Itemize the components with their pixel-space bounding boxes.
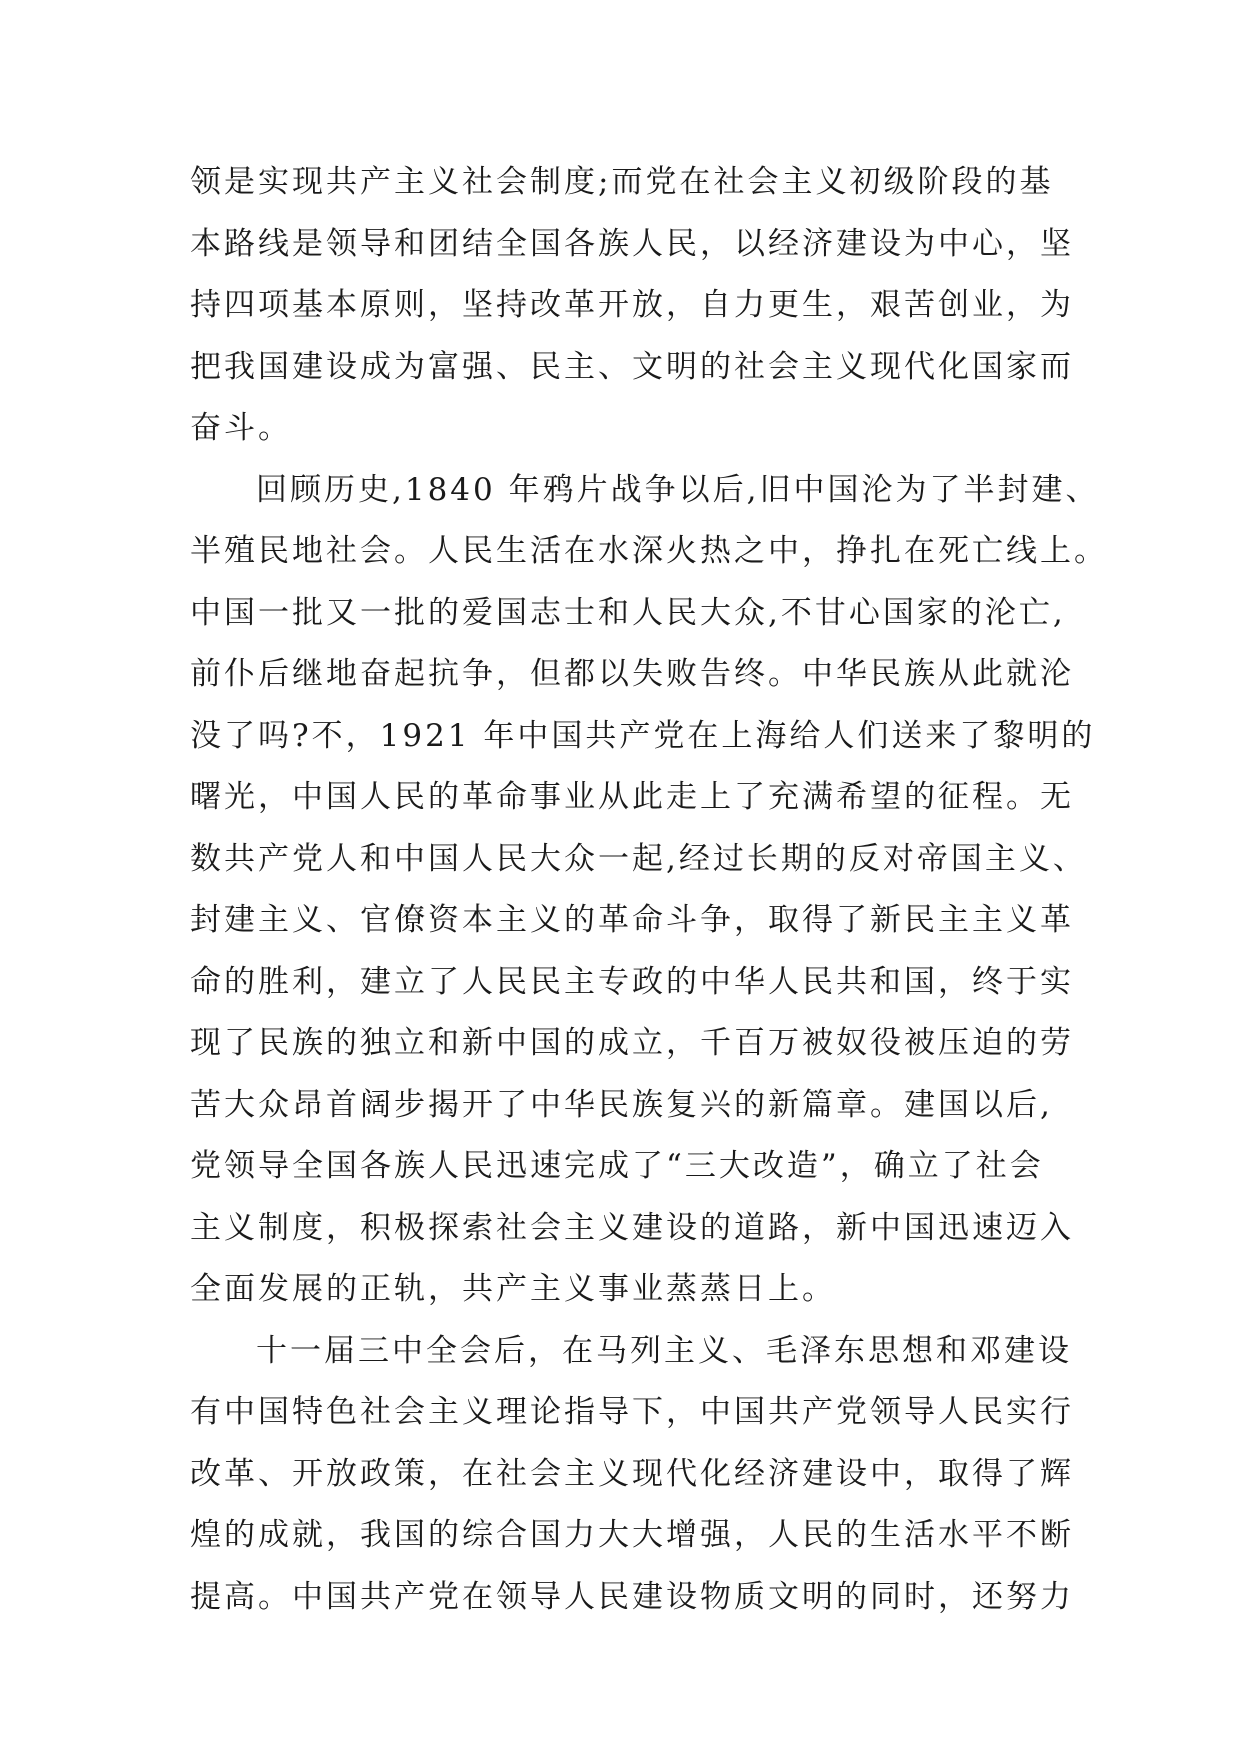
text-line: 持四项基本原则，坚持改革开放，自力更生，艰苦创业，为 bbox=[190, 287, 1074, 323]
text-line: 党领导全国各族人民迅速完成了“三大改造”，确立了社会 bbox=[190, 1148, 1044, 1184]
text-line: 奋斗。 bbox=[190, 410, 292, 446]
text-line: 改革、开放政策，在社会主义现代化经济建设中，取得了辉 bbox=[190, 1455, 1074, 1492]
text-line: 全面发展的正轨，共产主义事业蒸蒸日上。 bbox=[190, 1271, 836, 1307]
text-line: 有中国特色社会主义理论指导下，中国共产党领导人民实行 bbox=[190, 1394, 1074, 1430]
text-line: 把我国建设成为富强、民主、文明的社会主义现代化国家而 bbox=[190, 348, 1074, 385]
paragraph-start-line: 十一届三中全会后，在马列主义、毛泽东思想和邓建设 bbox=[256, 1332, 1072, 1369]
text-line: 领是实现共产主义社会制度;而党在社会主义初级阶段的基 bbox=[190, 164, 1054, 200]
body-text bbox=[190, 152, 1108, 1628]
text-line: 本路线是领导和团结全国各族人民，以经济建设为中心，坚 bbox=[190, 225, 1074, 262]
text-line: 主义制度，积极探索社会主义建设的道路，新中国迅速迈入 bbox=[190, 1209, 1074, 1246]
text-line: 煌的成就，我国的综合国力大大增强，人民的生活水平不断 bbox=[190, 1517, 1074, 1553]
text-line: 命的胜利，建立了人民民主专政的中华人民共和国，终于实 bbox=[190, 963, 1074, 1000]
text-line: 封建主义、官僚资本主义的革命斗争，取得了新民主主义革 bbox=[190, 902, 1074, 938]
text-line: 提高。中国共产党在领导人民建设物质文明的同时，还努力 bbox=[190, 1578, 1074, 1615]
text-line: 数共产党人和中国人民大众一起,经过长期的反对帝国主义、 bbox=[190, 840, 1087, 877]
text-line: 中国一批又一批的爱国志士和人民大众,不甘心国家的沦亡, bbox=[190, 594, 1066, 631]
text-line: 现了民族的独立和新中国的成立，千百万被奴役被压迫的劳 bbox=[190, 1025, 1074, 1061]
text-line: 前仆后继地奋起抗争，但都以失败告终。中华民族从此就沦 bbox=[190, 656, 1074, 692]
text-line: 半殖民地社会。人民生活在水深火热之中，挣扎在死亡线上。 bbox=[190, 533, 1108, 569]
text-line: 曙光，中国人民的革命事业从此走上了充满希望的征程。无 bbox=[190, 779, 1074, 815]
paragraph-start-line: 回顾历史,1840 年鸦片战争以后,旧中国沦为了半封建、 bbox=[256, 471, 1100, 508]
text-line: 苦大众昂首阔步揭开了中华民族复兴的新篇章。建国以后, bbox=[190, 1086, 1053, 1123]
text-line: 没了吗?不，1921 年中国共产党在上海给人们送来了黎明的 bbox=[190, 717, 1096, 754]
